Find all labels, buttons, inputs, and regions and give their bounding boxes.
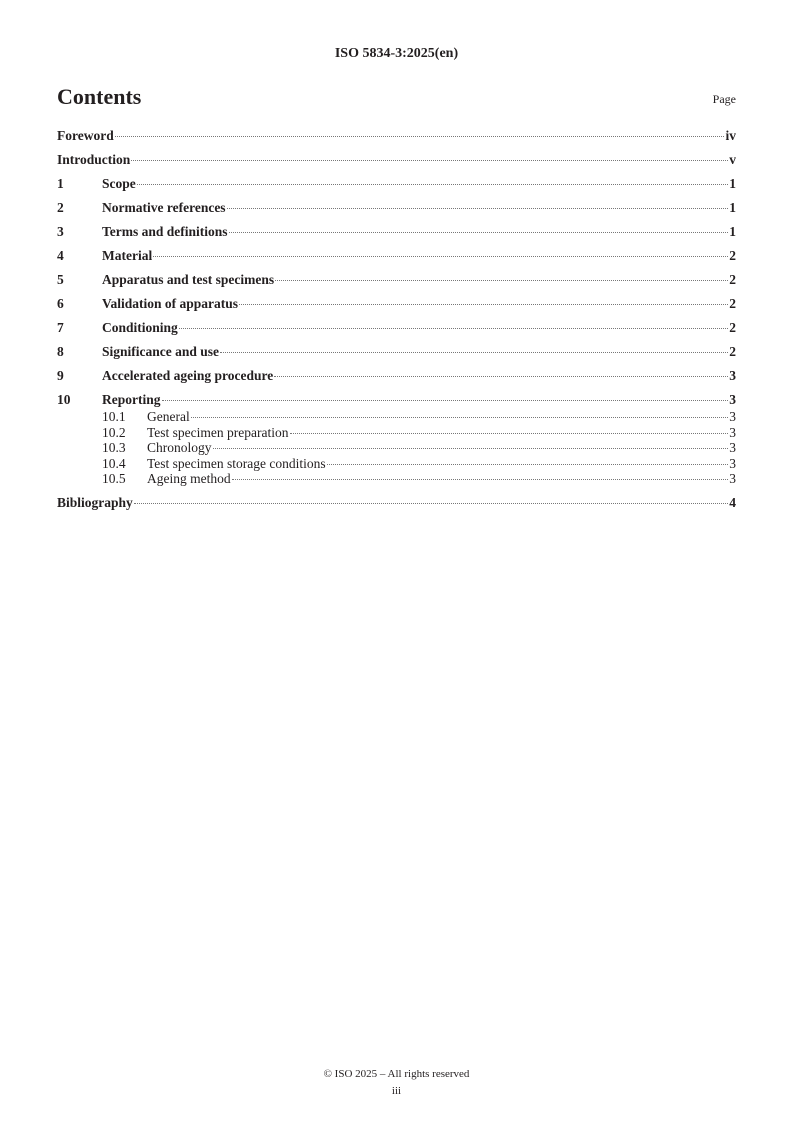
- toc-entry-title: Bibliography: [57, 494, 133, 510]
- toc-entry[interactable]: [57, 152, 736, 176]
- toc-entry-title: Terms and definitions: [102, 224, 228, 239]
- toc-entry-title: Significance and use: [102, 344, 220, 359]
- toc-entry-title: Validation of apparatus: [102, 296, 239, 311]
- toc-entry-number: 10.5: [102, 471, 126, 487]
- toc-entry-page: 1: [729, 176, 736, 191]
- toc-entry-page: 1: [729, 200, 736, 215]
- toc-entry-title: Chronology: [147, 440, 212, 456]
- toc-entry-title: Test specimen storage conditions: [147, 455, 326, 471]
- toc-entry[interactable]: [57, 248, 736, 272]
- toc-entry-page: 2: [729, 344, 736, 359]
- toc-entry-page: 2: [729, 320, 736, 335]
- toc-entry-number: 9: [57, 368, 64, 383]
- page-footer: [0, 1066, 793, 1100]
- toc-entry-page: 2: [729, 248, 736, 263]
- toc-entry-title: Material: [102, 248, 153, 263]
- copyright-notice: © ISO 2025 – All rights reserved: [323, 1068, 470, 1080]
- toc-entry[interactable]: [57, 128, 736, 152]
- toc-entry-number: 10: [57, 392, 71, 407]
- toc-subentry[interactable]: [57, 425, 736, 441]
- toc-entry-number: 10.4: [102, 455, 126, 471]
- toc-entry-title: Reporting: [102, 392, 161, 407]
- toc-entry-number: 10.1: [102, 409, 126, 424]
- dot-leader: [290, 433, 729, 434]
- toc-entry-page: 4: [729, 494, 736, 510]
- dot-leader: [137, 184, 729, 185]
- page-number: iii: [391, 1085, 402, 1097]
- toc-entry-page: 2: [729, 272, 736, 287]
- dot-leader: [327, 464, 729, 465]
- toc-entry-page: 3: [729, 455, 736, 471]
- dot-leader: [239, 304, 728, 305]
- toc-entry-page: 3: [729, 471, 736, 487]
- dot-leader: [213, 448, 729, 449]
- toc-entry-title: Introduction: [57, 152, 131, 167]
- toc-entry[interactable]: [57, 344, 736, 368]
- toc-entry-number: 10.2: [102, 424, 126, 440]
- table-of-contents: [57, 128, 736, 519]
- toc-entry-number: 8: [57, 344, 64, 359]
- dot-leader: [134, 503, 728, 504]
- toc-entry-title: Apparatus and test specimens: [102, 272, 275, 287]
- toc-entry[interactable]: [57, 224, 736, 248]
- toc-entry[interactable]: [57, 176, 736, 200]
- dot-leader: [274, 376, 728, 377]
- dot-leader: [153, 256, 728, 257]
- page-column-label: Page: [712, 92, 736, 106]
- toc-entry-number: 6: [57, 296, 64, 311]
- dot-leader: [179, 328, 728, 329]
- toc-entry-page: 2: [729, 296, 736, 311]
- toc-entry-title: Accelerated ageing procedure: [102, 368, 274, 383]
- toc-entry[interactable]: [57, 296, 736, 320]
- toc-entry-number: 2: [57, 200, 64, 215]
- toc-entry-title: Foreword: [57, 128, 114, 143]
- toc-subentry[interactable]: [57, 471, 736, 487]
- toc-entry-page: 3: [729, 392, 736, 407]
- toc-entry-bibliography[interactable]: [57, 495, 736, 519]
- toc-entry-number: 7: [57, 320, 64, 335]
- toc-entry-title: Ageing method: [147, 471, 231, 487]
- dot-leader: [162, 400, 729, 401]
- toc-entry[interactable]: [57, 272, 736, 296]
- toc-entry-number: 10.3: [102, 440, 126, 456]
- toc-entry[interactable]: [57, 320, 736, 344]
- document-header: ISO 5834-3:2025(en): [334, 46, 459, 61]
- toc-entry-page: 1: [729, 224, 736, 239]
- toc-entry-title: Conditioning: [102, 320, 178, 335]
- toc-entry-title: Test specimen preparation: [147, 424, 289, 440]
- toc-entry-title: Scope: [102, 176, 136, 191]
- dot-leader: [191, 417, 729, 418]
- dot-leader: [229, 232, 729, 233]
- toc-entry-page: 3: [729, 409, 736, 424]
- toc-subentry[interactable]: [57, 456, 736, 472]
- dot-leader: [131, 160, 728, 161]
- dot-leader: [275, 280, 728, 281]
- toc-entry-title: General: [147, 409, 190, 424]
- toc-entry[interactable]: [57, 392, 736, 409]
- toc-entry-number: 1: [57, 176, 64, 191]
- toc-entry-page: iv: [725, 128, 736, 143]
- toc-entry-title: Normative references: [102, 200, 226, 215]
- toc-entry-number: 3: [57, 224, 64, 239]
- dot-leader: [220, 352, 728, 353]
- dot-leader: [115, 136, 725, 137]
- page-title: Contents: [57, 84, 142, 109]
- toc-subentry[interactable]: [57, 409, 736, 425]
- toc-entry-page: 3: [729, 424, 736, 440]
- toc-entry-page: 3: [729, 368, 736, 383]
- dot-leader: [232, 479, 729, 480]
- toc-entry[interactable]: [57, 200, 736, 224]
- toc-entry-page: 3: [729, 440, 736, 456]
- toc-entry-page: v: [729, 152, 736, 167]
- toc-entry-number: 5: [57, 272, 64, 287]
- toc-entry-number: 4: [57, 248, 64, 263]
- toc-subentry[interactable]: [57, 440, 736, 456]
- dot-leader: [227, 208, 729, 209]
- toc-entry[interactable]: [57, 368, 736, 392]
